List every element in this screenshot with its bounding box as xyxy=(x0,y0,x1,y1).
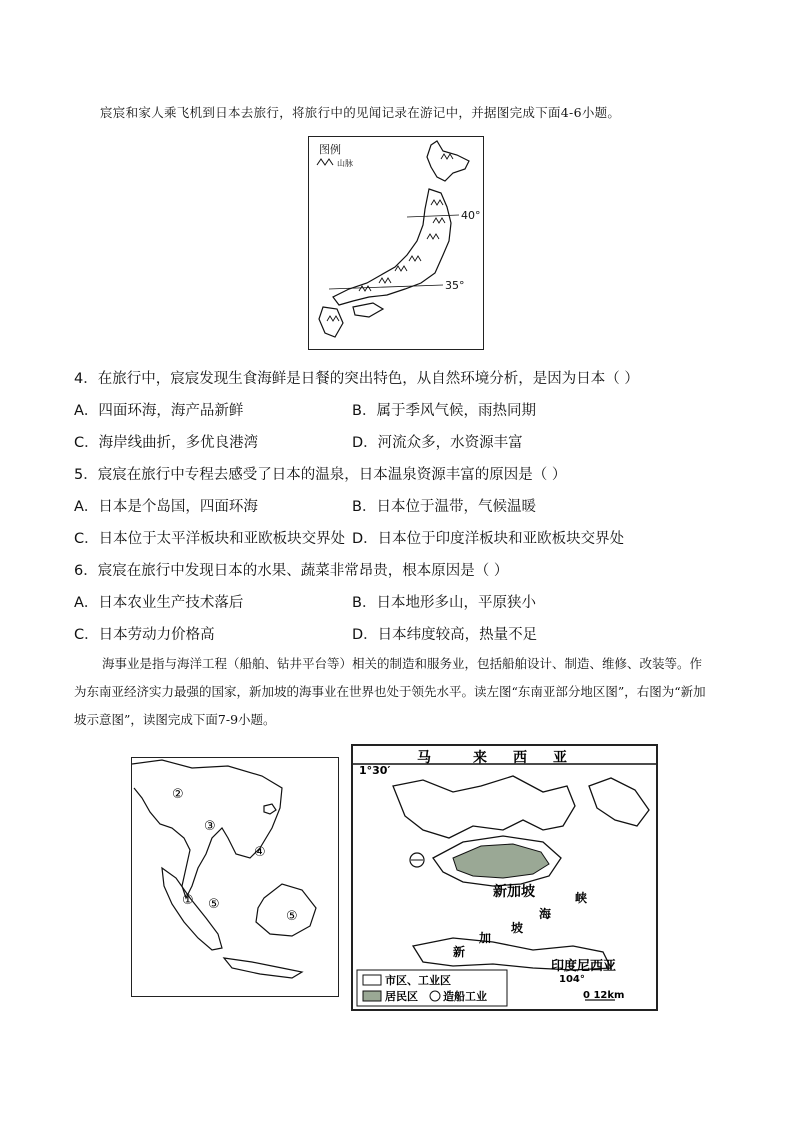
java-coast xyxy=(224,958,302,978)
question-6-stem: 6．宸宸在旅行中发现日本的水果、蔬菜非常昂贵，根本原因是（ ） xyxy=(74,563,509,579)
malaysia-char-4: 亚 xyxy=(553,750,567,766)
hokkaido-island xyxy=(427,141,469,181)
legend-urban-swatch xyxy=(363,975,381,985)
region-label-1: ① xyxy=(182,893,194,908)
question-5-option-c: C．日本位于太平洋板块和亚欧板块交界处 xyxy=(74,531,346,547)
malaysia-char-1: 马 xyxy=(417,750,431,766)
region-label-2: ② xyxy=(172,787,184,802)
question-6-option-a: A．日本农业生产技术落后 xyxy=(74,595,244,611)
question-5-option-a: A．日本是个岛国，四面环海 xyxy=(74,499,258,515)
intro-paragraph-1: 宸宸和家人乘飞机到日本去旅行，将旅行中的见闻记录在游记中，并据图完成下面4-6小题。 xyxy=(100,105,621,120)
legend-residential-swatch xyxy=(363,991,381,1001)
region-label-5a: ⑤ xyxy=(208,897,220,912)
intro-paragraph-2: 海事业是指与海洋工程（船舶、钻井平台等）相关的制造和服务业，包括船舶设计、制造、维修、改装等。作为东南亚经济实力最强的国家，新加坡的海事业在世界也处于领先水平。读左图“东南亚部分地区图”，右图为“新加坡示意图”，读图完成下面7-9小题。 xyxy=(74,656,706,727)
question-4-stem: 4．在旅行中，宸宸发现生食海鲜是日餐的突出特色，从自然环境分析，是因为日本（ ） xyxy=(74,371,639,387)
question-5-option-b: B．日本位于温带，气候温暖 xyxy=(352,499,536,515)
question-5-option-d: D．日本位于印度洋板块和亚欧板块交界处 xyxy=(352,531,625,547)
japan-map xyxy=(308,136,484,350)
mountain-marks xyxy=(327,154,453,321)
southeast-asia-map xyxy=(131,757,339,997)
legend-mountain-label: 山脉 xyxy=(337,159,353,168)
latitude-35-line xyxy=(329,285,443,289)
region-label-4: ④ xyxy=(254,845,266,860)
scale-label: 0 12km xyxy=(583,990,625,1001)
latitude-label: 1°30′ xyxy=(359,764,391,777)
latitude-40-label: 40° xyxy=(461,209,481,222)
longitude-label: 104° xyxy=(559,974,585,985)
indonesia-label: 印度尼西亚 xyxy=(551,959,617,974)
question-6-option-d: D．日本纬度较高，热量不足 xyxy=(352,627,538,643)
strait-char-xin: 新 xyxy=(453,945,466,959)
question-5-stem: 5．宸宸在旅行中专程去感受了日本的温泉，日本温泉资源丰富的原因是（ ） xyxy=(74,467,567,483)
southeast-asia-map-svg xyxy=(132,758,338,996)
strait-char-jia: 加 xyxy=(479,931,492,945)
question-4-option-c: C．海岸线曲折，多优良港湾 xyxy=(74,435,259,451)
latitude-35-label: 35° xyxy=(445,279,465,292)
hainan-island xyxy=(264,804,276,814)
legend-residential-label: 居民区 xyxy=(385,990,418,1003)
johor-coast xyxy=(393,776,575,838)
latitude-40-line xyxy=(407,215,459,217)
strait-char-xia: 峡 xyxy=(575,891,588,905)
japan-map-svg xyxy=(309,137,483,349)
shikoku-island xyxy=(353,303,383,317)
question-4-option-a: A．四面环海，海产品新鲜 xyxy=(74,403,244,419)
singapore-label: 新加坡 xyxy=(493,884,535,900)
singapore-map-svg xyxy=(353,746,656,1009)
question-4-option-d: D．河流众多，水资源丰富 xyxy=(352,435,523,451)
singapore-map xyxy=(351,744,658,1011)
mountain-icon xyxy=(317,159,333,165)
malaysia-char-2: 来 xyxy=(473,750,487,766)
honshu-island xyxy=(333,189,451,305)
legend-ship-icon xyxy=(430,991,440,1001)
residential-area xyxy=(453,844,549,878)
region-label-3: ③ xyxy=(204,819,216,834)
kyushu-island xyxy=(319,307,343,337)
malaysia-char-3: 西 xyxy=(513,750,527,766)
question-4-option-b: B．属于季风气候，雨热同期 xyxy=(352,403,536,419)
legend-ship-label: 造船工业 xyxy=(443,990,487,1003)
question-6-option-c: C．日本劳动力价格高 xyxy=(74,627,215,643)
legend-urban-label: 市区、工业区 xyxy=(385,974,451,987)
region-label-5b: ⑤ xyxy=(286,909,298,924)
strait-char-po: 坡 xyxy=(511,921,524,935)
legend-title: 图例 xyxy=(319,143,341,156)
question-6-option-b: B．日本地形多山，平原狭小 xyxy=(352,595,536,611)
east-islands xyxy=(589,778,649,826)
strait-char-hai: 海 xyxy=(539,907,552,921)
